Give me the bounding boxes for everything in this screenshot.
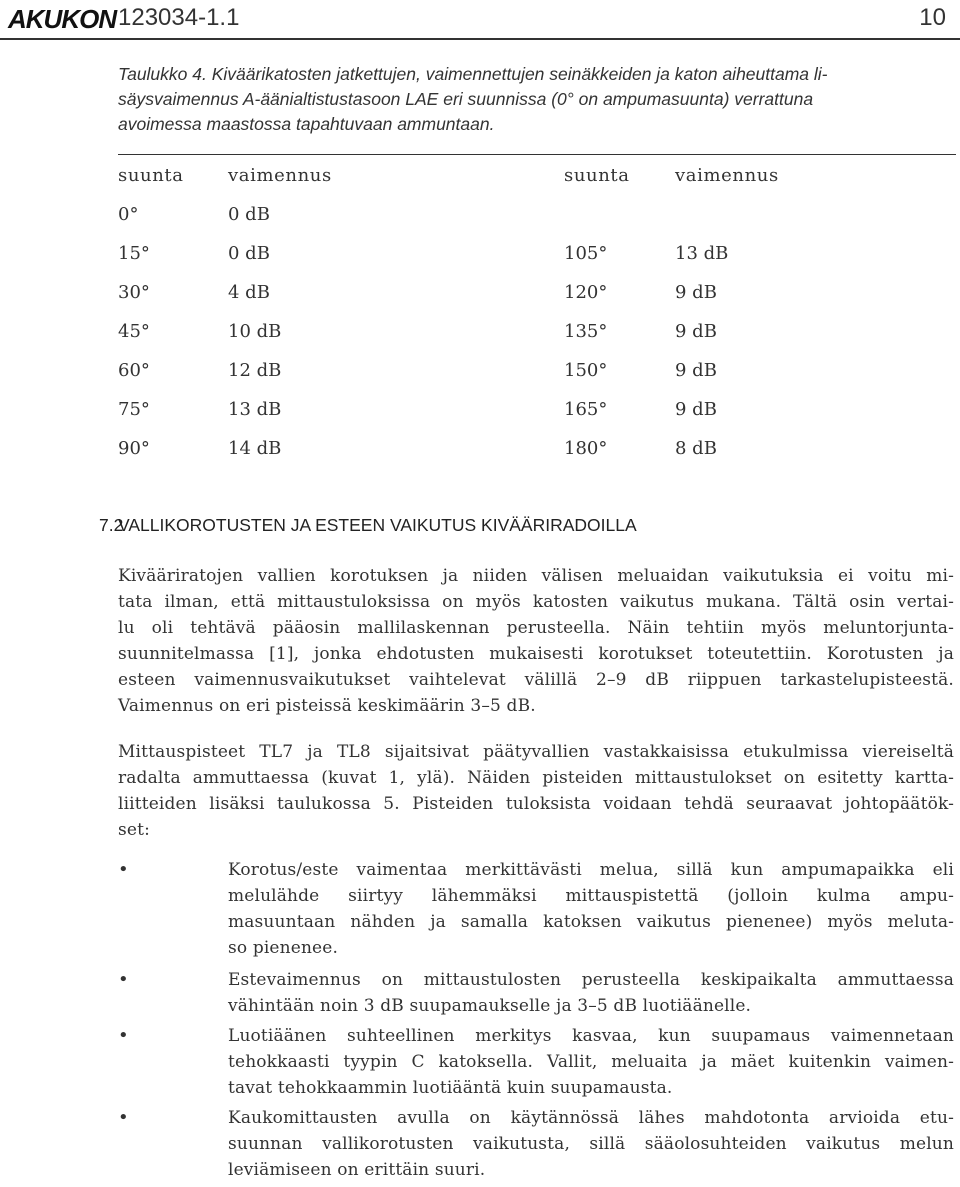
conclusion-list <box>118 857 954 1187</box>
list-item-line: Korotus/este vaimentaa merkittävästi melua, sillä kun ampumapaikka eli <box>228 860 954 880</box>
table-cell: 0 dB <box>228 243 270 264</box>
list-item <box>118 967 954 1019</box>
table-cell: 150° <box>564 360 608 381</box>
table-cell: 75° <box>118 399 150 420</box>
list-item-line: suunnan vallikorotusten vaikutusta, sillä sääolosuhteiden vaikutus melun <box>228 1134 954 1154</box>
list-item-line: tehokkaasti tyypin C katoksella. Vallit, meluaita ja mäet kuitenkin vaimen- <box>228 1052 954 1072</box>
akukon-logo: AKUKON <box>8 4 117 34</box>
header-direction: suunta <box>118 165 184 186</box>
list-item-line: so pienenee. <box>228 938 339 958</box>
section-number: 7.2 <box>99 515 124 535</box>
list-item-line: melulähde siirtyy lähemmäksi mittauspistettä (jolloin kulma ampu- <box>228 886 954 906</box>
paragraph-line: esteen vaimennusvaikutukset vaihtelevat välillä 2–9 dB riippuen tarkastelupisteestä. <box>118 670 954 690</box>
section-title: VALLIKOROTUSTEN JA ESTEEN VAIKUTUS KIVÄÄRIRADOILLA <box>118 515 637 535</box>
bullet-icon: • <box>118 1025 129 1046</box>
document-id: 123034-1.1 <box>118 4 240 31</box>
page-header <box>0 0 960 38</box>
table-caption <box>118 62 954 137</box>
caption-line: Taulukko 4. Kiväärikatosten jatkettujen, vaimennettujen seinäkkeiden ja katon aiheuttama li- <box>118 64 828 84</box>
paragraph <box>118 739 954 843</box>
bullet-icon: • <box>118 859 129 880</box>
caption-line: avoimessa maastossa tapahtuvaan ammuntaan. <box>118 114 495 134</box>
table-cell: 30° <box>118 282 150 303</box>
table-cell: 8 dB <box>675 438 717 459</box>
header-attenuation: vaimennus <box>675 165 779 186</box>
table-cell: 135° <box>564 321 608 342</box>
list-item-line: Kaukomittausten avulla on käytännössä lähes mahdotonta arvioida etu- <box>228 1108 954 1128</box>
list-item-line: vähintään noin 3 dB suupamaukselle ja 3–5 dB luotiäänelle. <box>228 996 752 1016</box>
list-item <box>118 1023 954 1101</box>
table-cell: 4 dB <box>228 282 270 303</box>
table-cell: 60° <box>118 360 150 381</box>
table-cell: 120° <box>564 282 608 303</box>
table-cell: 9 dB <box>675 282 717 303</box>
table-cell: 9 dB <box>675 360 717 381</box>
paragraph-line: liitteiden lisäksi taulukossa 5. Pisteiden tuloksista voidaan tehdä seuraavat johtopäätök- <box>118 794 954 814</box>
bullet-icon: • <box>118 969 129 990</box>
list-item <box>118 857 954 961</box>
list-item-line: leviämiseen on erittäin suuri. <box>228 1160 486 1180</box>
section-heading <box>99 515 637 536</box>
header-divider <box>0 38 960 40</box>
list-item-line: tavat tehokkaammin luotiääntä kuin suupamausta. <box>228 1078 673 1098</box>
table-cell: 13 dB <box>675 243 729 264</box>
header-attenuation: vaimennus <box>228 165 332 186</box>
paragraph-line: suunnitelmassa [1], jonka ehdotusten mukaisesti korotukset toteutettiin. Korotusten ja <box>118 644 954 664</box>
list-item-line: Estevaimennus on mittaustulosten perusteella keskipaikalta ammuttaessa <box>228 970 954 990</box>
list-item <box>118 1105 954 1183</box>
table-cell: 9 dB <box>675 321 717 342</box>
table-cell: 0° <box>118 204 139 225</box>
list-item-line: masuuntaan nähden ja samalla katoksen vaikutus pienenee) myös meluta- <box>228 912 954 932</box>
page-number: 10 <box>919 4 946 31</box>
table-cell: 15° <box>118 243 150 264</box>
table-cell: 13 dB <box>228 399 282 420</box>
table-cell: 9 dB <box>675 399 717 420</box>
caption-line: säysvaimennus A-äänialtistustasoon LAE eri suunnissa (0° on ampumasuunta) verrattuna <box>118 89 814 109</box>
paragraph-line: lu oli tehtävä pääosin mallilaskennan perusteella. Näin tehtiin myös meluntorjunta- <box>118 618 954 638</box>
table-cell: 10 dB <box>228 321 282 342</box>
bullet-icon: • <box>118 1107 129 1128</box>
paragraph-line: radalta ammuttaessa (kuvat 1, ylä). Näiden pisteiden mittaustulokset on esitetty kartta- <box>118 768 954 788</box>
table-cell: 45° <box>118 321 150 342</box>
header-direction: suunta <box>564 165 630 186</box>
paragraph-line: set: <box>118 820 150 840</box>
paragraph <box>118 563 954 719</box>
table-top-rule <box>118 154 956 155</box>
paragraph-line: Kivääriratojen vallien korotuksen ja niiden välisen meluaidan vaikutuksia ei voitu mi- <box>118 566 954 586</box>
paragraph-line: tata ilman, että mittaustuloksissa on myös katosten vaikutus mukana. Tältä osin vertai- <box>118 592 954 612</box>
table-cell: 105° <box>564 243 608 264</box>
paragraph-line: Vaimennus on eri pisteissä keskimäärin 3–5 dB. <box>118 696 536 716</box>
table-cell: 14 dB <box>228 438 282 459</box>
list-item-line: Luotiäänen suhteellinen merkitys kasvaa, kun suupamaus vaimennetaan <box>228 1026 954 1046</box>
table-cell: 165° <box>564 399 608 420</box>
table-cell: 90° <box>118 438 150 459</box>
table-cell: 180° <box>564 438 608 459</box>
table-cell: 0 dB <box>228 204 270 225</box>
table-cell: 12 dB <box>228 360 282 381</box>
paragraph-line: Mittauspisteet TL7 ja TL8 sijaitsivat päätyvallien vastakkaisissa etukulmissa viereiseltä <box>118 742 954 762</box>
